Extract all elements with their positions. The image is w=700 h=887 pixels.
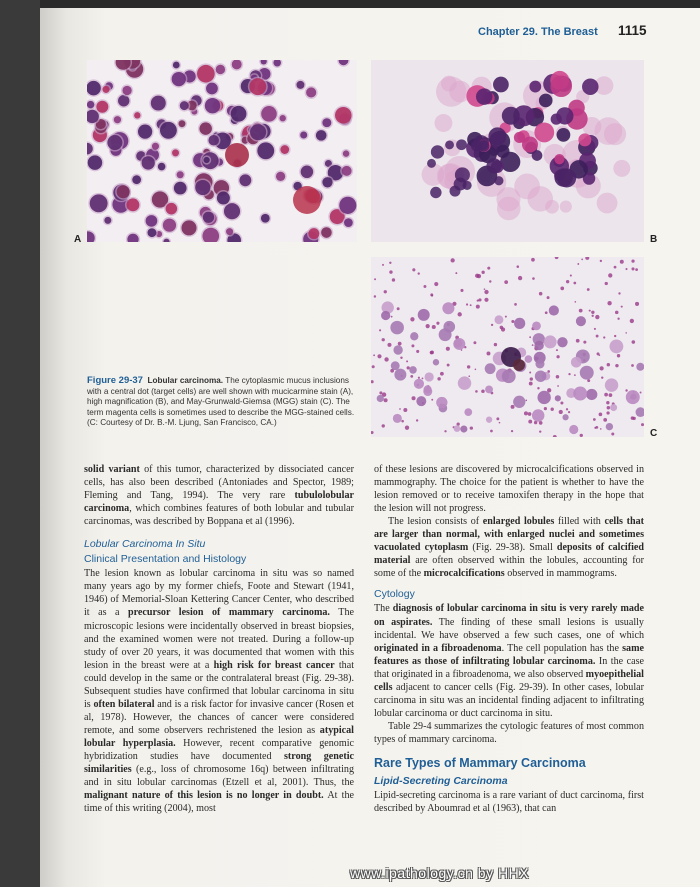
intro-paragraph: solid variant of this tumor, characterized by dissociated cancer cells, has also been described (Antoniades and Spector, 1989; Fleming and Tang, 1994). The very rare tubulolobular carcinoma, which combines features of both lobular and tubular carcinomas, was described by Boppana et al (1996). bbox=[84, 464, 355, 528]
page-top-shadow bbox=[40, 0, 700, 8]
right-paragraph-2: The lesion consists of enlarged lobules filled with cells that are larger than normal, with enlarged nuclei and sometimes vacuolated cytoplasm (Fig. 29-38). Small deposits of calcified material are often observed within the lobules, accounting for some of the microcalcifications observed in mammograms. bbox=[374, 516, 644, 580]
section-heading-rare-types: Rare Types of Mammary Carcinoma bbox=[374, 755, 586, 770]
subheading-lipid-secreting: Lipid-Secreting Carcinoma bbox=[374, 775, 508, 788]
figure-caption bbox=[87, 376, 359, 429]
left-text-column bbox=[84, 463, 354, 815]
chapter-title: Chapter 29. The Breast bbox=[478, 26, 598, 38]
panel-label-a: A bbox=[74, 234, 82, 245]
section-heading-lcis: Lobular Carcinoma In Situ bbox=[84, 538, 206, 551]
micrograph-panel-b bbox=[371, 60, 644, 242]
page-number: 1115 bbox=[618, 23, 647, 38]
subheading-clinical-presentation: Clinical Presentation and Histology bbox=[84, 553, 247, 566]
panel-label-c: C bbox=[650, 428, 658, 439]
right-paragraph-4: Table 29-4 summarizes the cytologic features of most common types of mammary carcinoma. bbox=[374, 720, 644, 745]
micrograph-panel-c bbox=[371, 257, 644, 437]
micrograph-panel-a bbox=[87, 60, 357, 242]
figure-caption-text: The cytoplasmic mucus inclusions with a central dot (target cells) are well shown with mucicarmine stain (A), high magnification (B), and May-Grunwald-Giemsa (MGG) stain (C). The term magenta cells is sometimes used to describe the MGG-stained cells. (C: Courtesy of Dr. B.-M. Ljung, San Francisco, CA.) bbox=[87, 376, 355, 427]
cytology-paragraph: The diagnosis of lobular carcinoma in situ is very rarely made on aspirates. The finding of these small lesions is usually incidental. We have observed a few such cases, one of which originated in a fibroadenoma. The cell population has the same features as those of infiltrating lobular carcinoma. In the case that originated in a fibroadenoma, we also observed myoepithelial cells adjacent to cancer cells (Fig. 29-39). In other cases, lobular carcinoma in situ was an incidental finding adjacent to infiltrating lobular carcinoma or duct carcinoma in situ. bbox=[374, 603, 644, 719]
right-paragraph-1: of these lesions are discovered by microcalcifications observed in mammography. The choice for the patient is whether to have the lesion removed or to receive tamoxifen therapy in the hope that the lesion will not progress. bbox=[374, 464, 644, 515]
panel-label-b: B bbox=[650, 234, 658, 245]
figure-number: Figure 29-37 bbox=[87, 375, 143, 386]
running-header bbox=[0, 22, 700, 42]
right-text-column bbox=[374, 463, 644, 815]
lcis-body-paragraph: The lesion known as lobular carcinoma in situ was so named many years ago by my former chiefs, Foote and Stewart (1941, 1946) of Memorial-Sloan Kettering Cancer Center, who described it as a precursor lesion of mammary carcinoma. The microscopic lesions were incidentally observed in breast biopsies, and the examined women were not treated. During a follow-up study of over 20 years, it was documented that women with this lesion in the breast were at a high risk for breast cancer that could develop in the same or the contralateral breast (Fig. 29-38). Subsequent studies have confirmed that lobular carcinoma in situ is often bilateral and is a risk factor for invasive cancer (Rosen et al, 1978). However, the chances of cancer were considered remote, and some observers rechristened the lesion as atypical lobular hyperplasia. However, recent comparative genomic hybridization studies have documented strong genetic similarities (e.g., loss of chromosome 16q) between infiltrating and in situ lobular carcinomas (Etzell et al, 2001). Thus, the malignant nature of this lesion is no longer in doubt. At the time of this writing (2004), most bbox=[84, 568, 355, 815]
figure-caption-title: Lobular carcinoma. bbox=[147, 376, 224, 385]
watermark: www.ipathology.cn by HHX bbox=[350, 865, 530, 881]
lipid-paragraph: Lipid-secreting carcinoma is a rare variant of duct carcinoma, first described by Aboumrad et al (1963), that can bbox=[374, 790, 644, 815]
subheading-cytology: Cytology bbox=[374, 588, 415, 601]
